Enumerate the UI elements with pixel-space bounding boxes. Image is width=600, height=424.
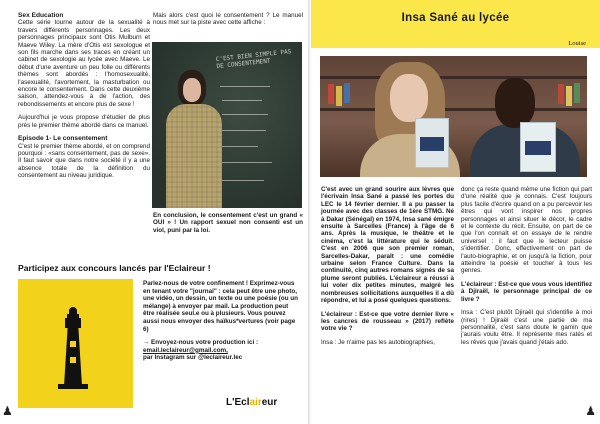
girl-face (390, 74, 428, 122)
insa-sane-photo (320, 56, 587, 177)
instagram-link[interactable]: par Instagram sur @leclaireur.lec (143, 354, 243, 362)
poster-text: C'EST BIEN SIMPLE PAS DE CONSENTEMENT (215, 48, 292, 71)
intro-paragraph: Aujourd'hui je vous propose d'étudier de plus près le premier thème abordé dans ce manuel. (18, 114, 150, 129)
title-band (311, 0, 600, 48)
chess-pawn-icon: ♟ (585, 404, 596, 418)
article-column-1 (321, 186, 454, 346)
concours-text (143, 280, 301, 362)
consent-intro: Mais alors c'est quoi le consentement ? Le manuel nous met sur la piste avec cette affiche : (153, 12, 303, 27)
episode-heading: Episode 1- Le consentement (18, 135, 108, 143)
woman-blazer (166, 104, 222, 208)
chess-pawn-icon: ♟ (2, 404, 13, 418)
conclusion-text: En conclusion, le consentement c'est un grand « OUI » ! Un rapport sexuel non consenti est un viol, puni par la loi. (153, 212, 303, 234)
eclaireur-logo: L'Eclaireur (226, 397, 278, 408)
question-2: L'éclaireur : Est-ce que vous vous identifiez à Djiraël, le personnage principal de ce livre ? (461, 280, 592, 303)
sex-education-body: Cette série tourne autour de la sexualité à travers différents personnages. Les deux personnages principaux sont Otis Mulburn et Maeve Wiley. La mère d'Otis est sexologue et son fils marche dans ses traces en créant un cabinet de sexologie au lycée avec Maeve. Le début d'une aventure un peu folle ou différents thèmes sont abordés : l'homosexualité, l'asexualité, l'avortement, la masturbation ou encore le consentement. Dans cette deuxième saison, attendez-vous à de l'action, des rebondissements et encore plus de sexe ! (18, 19, 150, 108)
send-line: → Envoyez-nous votre production ici : (143, 339, 259, 347)
right-page (311, 0, 600, 424)
sex-education-column (18, 12, 150, 180)
book-cover (520, 122, 556, 172)
article-intro: C'est avec un grand sourire aux lèvres que l'écrivain Insa Sané a passé les portes du LEC le 14 février dernier. Il a pu passer la journée avec des classes de 1ère STMG. Né à Dakar (Sénégal) en 1974, Insa sané émigre ensuite à Sarcelles (France) à l'âge de 6 ans. Après la musique, le théâtre et le cinéma, c'est la littérature qui le séduit. C'est en 2006 que son premier roman, Sarcelles-Dakar, paraît : une comédie urbaine selon France Culture. Dans la continuité, cinq autres romans signés de sa plume seront publiés. L'éclaireur a réussi à lui voler dix petites minutes, malgré les nombreuses sollicitations auxquelles il a dû répondre, et lui a posé quelques questions. (321, 186, 454, 305)
man-head (495, 78, 535, 128)
article-title: Insa Sané au lycée (401, 12, 510, 24)
email-link[interactable]: email.leclaireur@gmail.com, (143, 346, 228, 354)
sex-education-heading: Sex Education (18, 12, 64, 19)
author-name: Louise (568, 40, 586, 47)
answer-1-cont: donc ça reste quand même une fiction qui part d'une réalité que je connais. C'est toujours plus facile d'écrire quand on a pu percevoir les êtres qui vont inspirer nos propres personnages et ainsi situer le décor, le cadre et le contexte du récit. Ensuite, on part de ce que l'on connaît et on essaye de le rendre universel : il faut que le lecteur puisse s'identifier. Donc, effectivement on part de l'auto-biographie, et on jusqu'à la fiction, pour atteindre la poésie et toucher à tous les genres. (461, 186, 592, 275)
chalkboard-photo (152, 42, 302, 208)
answer-2: Insa : C'est plutôt Djiraël qui s'identifie à moi (rires) ! Djiraël c'est une partie de ma personnalité, c'est sans doute le gamin que j'aurais voulu être. Il représente mes ratés et les rêves que j'avais quand j'étais ado. (461, 309, 592, 346)
answer-1: Insa : Je n'aime pas les autobiographies, (321, 338, 435, 346)
book-cover (415, 118, 449, 168)
question-1: L'éclaireur : Est-ce que votre dernier livre « les cancres de rousseau » (2017) reflète votre vie ? (321, 310, 454, 333)
woman-face (183, 78, 201, 102)
article-column-2 (461, 186, 592, 346)
episode-body: C'est le premier thème abordé, et on comprend pourquoi : «sans consentement, pas de sexe». Il faut savoir que dans notre société il y a une absence totale de la définition du consentement au niveau juridique. (18, 142, 150, 180)
concours-title: Participez aux concours lancés par l'Eclaireur ! (18, 263, 211, 273)
lighthouse-illustration (18, 279, 133, 408)
concours-body: Parlez-nous de votre confinement ! Exprimez-vous en tenant votre "journal" : cela peut être une photo, une vidéo, un dessin, un texte ou une poésie (ou un mélange) à envoyer par mail. La production peut être réalisée seul.e ou à plusieurs. Vous pouvez aussi nous envoyer des haïkus*vertures (voir page 6) (143, 280, 298, 333)
